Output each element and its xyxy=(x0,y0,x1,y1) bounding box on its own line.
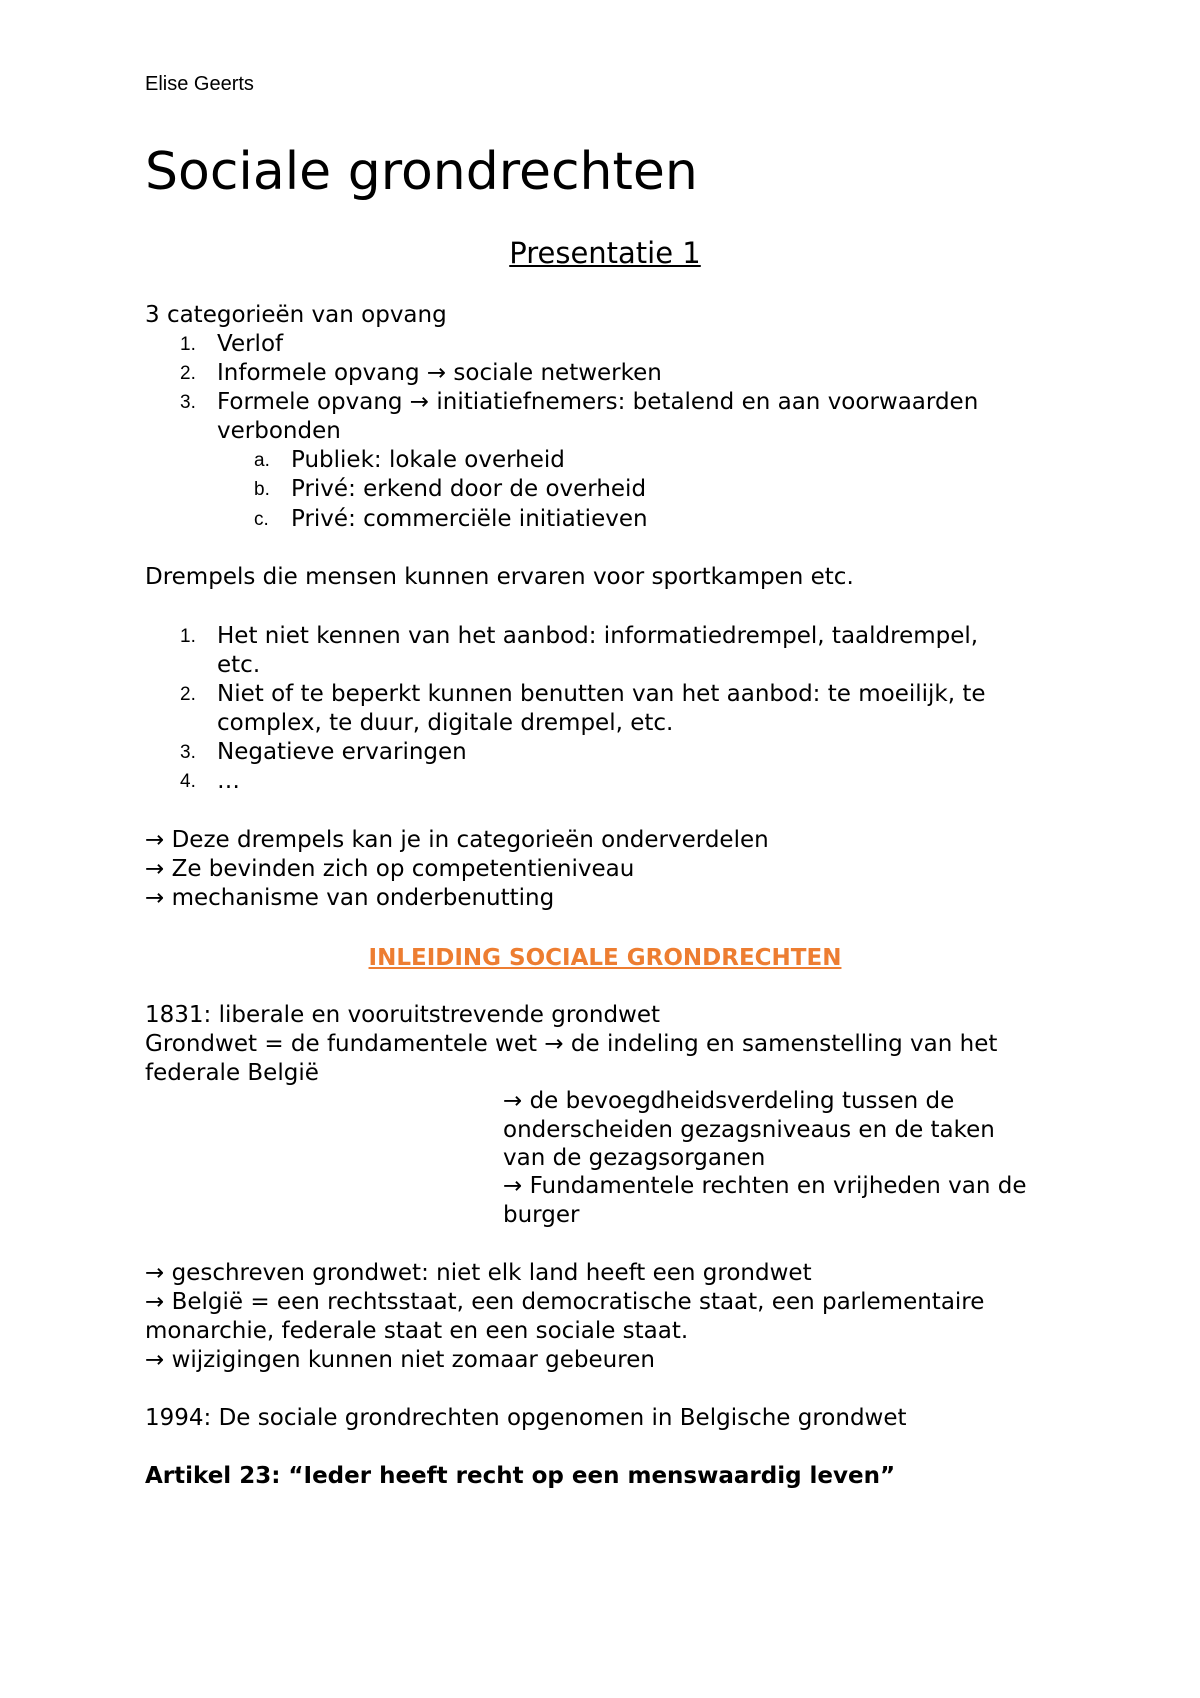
section-heading: INLEIDING SOCIALE GRONDRECHTEN xyxy=(368,945,842,971)
list-item-number: 2. xyxy=(180,684,196,705)
list-item-number: 2. xyxy=(180,363,196,384)
list-item-continuation: complex, te duur, digitale drempel, etc. xyxy=(217,710,674,736)
arrow-line: → geschreven grondwet: niet elk land heeft een grondwet xyxy=(145,1260,812,1286)
list-item: Verlof xyxy=(217,331,284,357)
author-name: Elise Geerts xyxy=(145,73,254,95)
sublist-item: Publiek: lokale overheid xyxy=(291,447,565,473)
list-item-number: 3. xyxy=(180,742,196,763)
section2-intro: Drempels die mensen kunnen ervaren voor sportkampen etc. xyxy=(145,564,854,590)
sublist-item-letter: b. xyxy=(254,479,270,500)
list-item-number: 4. xyxy=(180,771,196,792)
list-item-continuation: verbonden xyxy=(217,418,341,444)
list-item: Informele opvang → sociale netwerken xyxy=(217,360,662,386)
indented-line: van de gezagsorganen xyxy=(503,1145,766,1171)
document-title: Sociale grondrechten xyxy=(145,142,698,202)
list-item: Niet of te beperkt kunnen benutten van het aanbod: te moeilijk, te xyxy=(217,681,986,707)
arrow-line: → België = een rechtsstaat, een democratische staat, een parlementaire xyxy=(145,1289,985,1315)
sublist-item: Privé: commerciële initiatieven xyxy=(291,506,648,532)
paragraph-line: Grondwet = de fundamentele wet → de indeling en samenstelling van het xyxy=(145,1031,998,1057)
indented-line: burger xyxy=(503,1202,580,1228)
sublist-item: Privé: erkend door de overheid xyxy=(291,476,647,502)
paragraph-line: 1831: liberale en vooruitstrevende grondwet xyxy=(145,1002,661,1028)
list-item-continuation: etc. xyxy=(217,652,261,678)
indented-line: onderscheiden gezagsniveaus en de taken xyxy=(503,1117,995,1143)
indented-line: → de bevoegdheidsverdeling tussen de xyxy=(503,1088,955,1114)
sublist-item-letter: c. xyxy=(254,509,269,530)
sublist-item-letter: a. xyxy=(254,450,270,471)
list-item: … xyxy=(217,768,240,794)
arrow-line: → Ze bevinden zich op competentieniveau xyxy=(145,856,635,882)
list-item-number: 1. xyxy=(180,626,196,647)
list-item-number: 1. xyxy=(180,334,196,355)
section1-intro: 3 categorieën van opvang xyxy=(145,302,447,328)
document-subtitle: Presentatie 1 xyxy=(509,236,701,270)
list-item-number: 3. xyxy=(180,392,196,413)
paragraph-line: 1994: De sociale grondrechten opgenomen in Belgische grondwet xyxy=(145,1405,907,1431)
list-item: Negatieve ervaringen xyxy=(217,739,467,765)
arrow-line: → mechanisme van onderbenutting xyxy=(145,885,555,911)
arrow-line-continuation: monarchie, federale staat en een sociale staat. xyxy=(145,1318,689,1344)
list-item: Het niet kennen van het aanbod: informatiedrempel, taaldrempel, xyxy=(217,623,979,649)
arrow-line: → wijzigingen kunnen niet zomaar gebeuren xyxy=(145,1347,655,1373)
arrow-line: → Deze drempels kan je in categorieën onderverdelen xyxy=(145,827,769,853)
list-item: Formele opvang → initiatiefnemers: betalend en aan voorwaarden xyxy=(217,389,979,415)
paragraph-line: federale België xyxy=(145,1060,319,1086)
artikel-quote: Artikel 23: “Ieder heeft recht op een menswaardig leven” xyxy=(145,1463,896,1489)
indented-line: → Fundamentele rechten en vrijheden van de xyxy=(503,1173,1027,1199)
